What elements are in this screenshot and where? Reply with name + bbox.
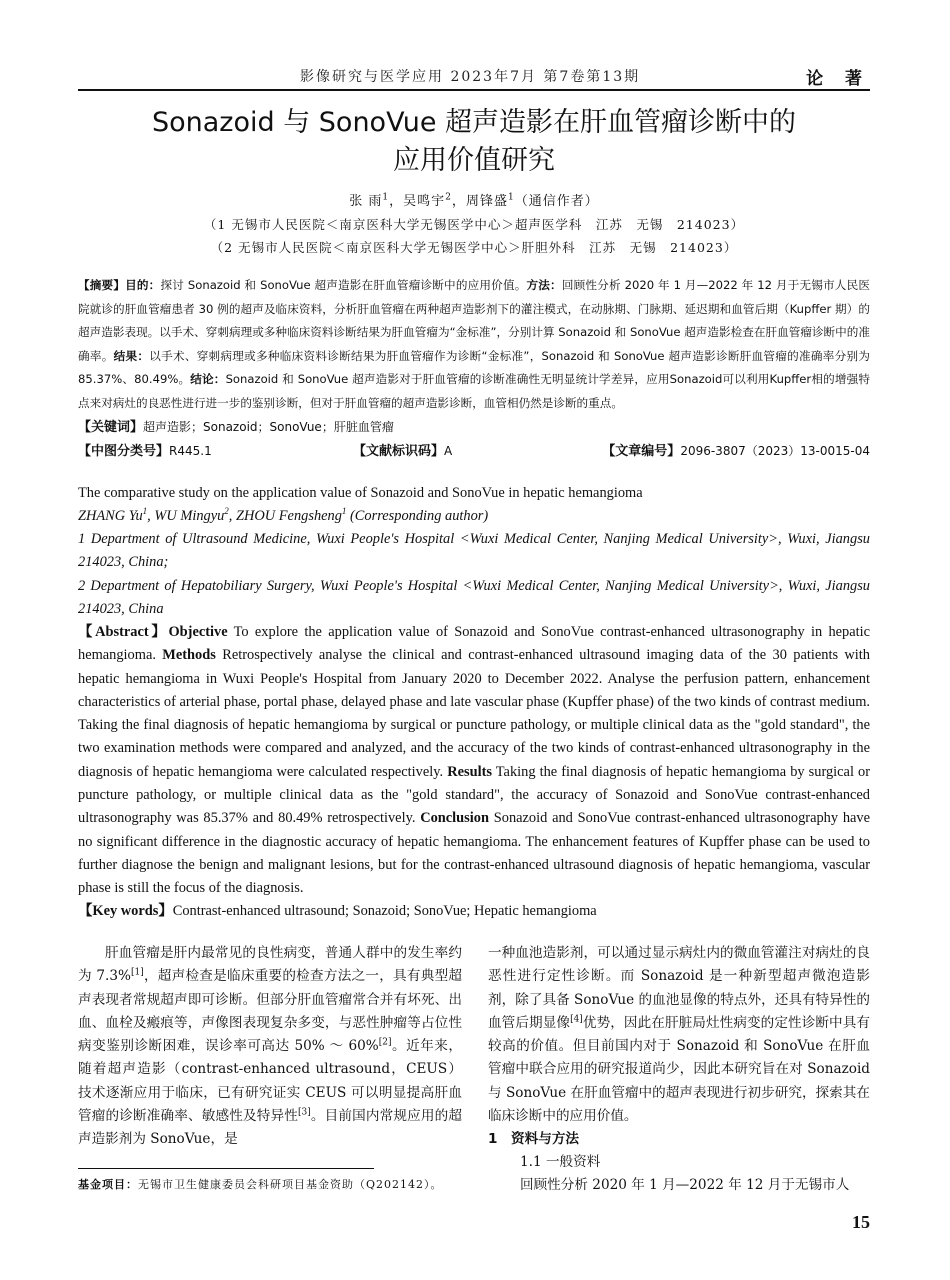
english-affiliations [78, 528, 870, 621]
keywords-label: 【关键词】 [78, 420, 144, 435]
author-2: 吴鸣宇 [403, 194, 446, 209]
results-label: 结果： [113, 348, 150, 363]
article-number [602, 440, 870, 459]
title-line-1: Sonazoid 与 SonoVue 超声造影在肝血管瘤诊断中的 [151, 107, 797, 138]
en-corresponding-note: (Corresponding author) [346, 508, 489, 524]
clc-number [78, 440, 212, 459]
classification-row [78, 440, 870, 460]
objective-label: 目的： [125, 278, 161, 292]
en-keywords-text: Contrast-enhanced ultrasound; Sonazoid; SonoVue; Hepatic hemangioma [172, 903, 597, 919]
english-keywords [78, 900, 870, 923]
objective-text: 探讨 Sonazoid 和 SonoVue 超声造影在肝血管瘤诊断中的应用价值。 [160, 278, 527, 292]
en-results-label: Results [447, 763, 492, 780]
body-text: ，超声检查是临床重要的检查方法之一，具有典型超声表现者常规超声即可诊断。但部分肝血管瘤常合并有坏死、出血、血栓及瘢痕等，声像图表现复杂多变，与恶性肿瘤等占位性病变鉴别诊断困难，误诊率可高达 50% ～ 60% [78, 968, 463, 1055]
methods-label: 方法： [526, 278, 562, 292]
en-conclusion-text: Sonazoid and SonoVue contrast-enhanced ultrasonography have no significant difference in the diagnostic accuracy of hepatic hemangioma. The enhancement features of Kupffer phase can be used to further diagnose the benign and malignant lesions, but for the contrast-enhanced ultrasound diagnosis of hepatic hemangioma, vascular phase is still the focus of the diagnosis. [78, 810, 870, 897]
funding-label: 基金项目： [78, 1178, 138, 1191]
results-text: 以手术、穿刺病理或多种临床资料诊断结果为肝血管瘤作为诊断“金标准”，Sonazoid 和 SonoVue 超声造影诊断肝血管瘤的准确率分别为 85.37%、80.49%。 [78, 348, 870, 387]
doc-label: 【文献标识码】 [353, 444, 445, 459]
article-title [78, 104, 870, 180]
methods-text: 回顾性分析 2020 年 1 月—2022 年 12 月于无锡市人民医院就诊的肝血管瘤患者 30 例的超声及临床资料，分析肝血管瘤在两种超声造影剂下的灌注模式，在动脉期、门脉期、延迟期和血管后期（Kupffer 期）的超声造影表现。以手术、穿刺病理或多种临床资料诊断结果为肝血管瘤为“金标准”，分别计算 Sonazoid 和 SonoVue 超声造影检查在肝血管瘤诊断中的准确率。 [78, 278, 870, 363]
corresponding-note: （通信作者） [514, 194, 599, 209]
en-author-2-sup: 2 [224, 506, 229, 517]
affiliation-2: （2 无锡市人民医院＜南京医科大学无锡医学中心＞肝胆外科 江苏 无锡 214023） [210, 240, 738, 255]
subsection-heading: 1.1 一般资料 [520, 1154, 601, 1170]
en-conclusion-label: Conclusion [420, 810, 489, 827]
en-author-1: ZHANG Yu [78, 508, 143, 524]
author-3-sup: 1 [507, 192, 515, 203]
en-author-1-sup: 1 [142, 506, 148, 517]
english-authors [78, 505, 870, 528]
affiliation-1: （1 无锡市人民医院＜南京医科大学无锡医学中心＞超声医学科 江苏 无锡 214023） [203, 217, 745, 232]
author-1-sup: 1 [382, 192, 390, 203]
footnote-rule [78, 1168, 374, 1169]
section-heading: 1 资料与方法 [488, 1131, 580, 1147]
art-label: 【文章编号】 [602, 444, 681, 459]
author-sep: ， [389, 194, 404, 209]
art-value: 2096-3807（2023）13-0015-04 [680, 444, 870, 458]
body-left-column [78, 942, 462, 1152]
body-text: 。近年来，随着超声造影（contrast-enhanced ultrasound，CEUS）技术逐渐应用于临床，已有研究证实 CEUS 可以明显提高肝血管瘤的诊断准确率、敏感性及特异性 [78, 1038, 463, 1125]
en-author-3-sup: 1 [341, 506, 347, 517]
clc-label: 【中图分类号】 [78, 444, 170, 459]
header-rule [78, 89, 870, 91]
en-keywords-label: 【Key words】 [78, 903, 173, 919]
conclusion-text: Sonazoid 和 SonoVue 超声造影对于肝血管瘤的诊断准确性无明显统计学差异，应用Sonazoid可以利用Kupffer相的增强特点来对病灶的良恶性进行进一步的鉴别诊断，但对于肝血管瘤的超声造影诊断，血管相仍然是诊断的重点。 [78, 372, 870, 410]
subsection-text: 回顾性分析 2020 年 1 月—2022 年 12 月于无锡市人 [520, 1177, 850, 1193]
conclusion-label: 结论： [190, 372, 226, 387]
funding-text: 无锡市卫生健康委员会科研项目基金资助（Q202142）。 [138, 1178, 443, 1191]
title-line-2: 应用价值研究 [393, 145, 555, 176]
author-1: 张 雨 [349, 194, 383, 209]
page-number: 15 [852, 1212, 870, 1232]
english-title: The comparative study on the application value of Sonazoid and SonoVue in hepatic hemangioma [78, 485, 643, 501]
authors [78, 190, 870, 209]
en-affiliation-2: 2 Department of Hepatobiliary Surgery, Wuxi People's Hospital <Wuxi Medical Center, Nanjing Medical University>, Wuxi, Jiangsu 214023, China [78, 577, 870, 617]
en-author-2: , WU Mingyu [147, 508, 225, 524]
citation-ref[interactable]: [3] [298, 1107, 311, 1118]
en-methods-text: Retrospectively analyse the clinical and contrast-enhanced ultrasound imaging data of the 30 patients with hepatic hemangioma in Wuxi People's Hospital from January 2020 to December 2022. Analyse the perfusion pattern, enhancement characteristics of arterial phase, portal phase, delayed phase and late vascular phase (Kupffer phase) of the two kinds of contrast medium. Taking the final diagnosis of hepatic hemangioma by surgical or puncture pathology, or multiple clinical data as the "gold standard", the two examination methods were compared and analyzed, and the accuracy of the two kinds of contrast-enhanced ultrasonography in the diagnosis of hepatic hemangioma were calculated respectively. [78, 647, 870, 780]
funding-footnote [78, 1176, 443, 1192]
body-right-column [488, 942, 870, 1128]
en-results-text: Taking the final diagnosis of hepatic hemangioma by surgical or puncture pathology, or multiple clinical data as the "gold standard", the accuracy of Sonazoid and SonoVue contrast-enhanced ultrasonography was 85.37% and 80.49% retrospectively. [78, 763, 871, 827]
document-code [353, 440, 452, 459]
citation-ref[interactable]: [4] [570, 1014, 583, 1025]
chinese-keywords [78, 416, 870, 435]
author-3: 周锋盛 [465, 194, 508, 209]
citation-ref[interactable]: [1] [130, 967, 144, 978]
author-sep: ， [451, 194, 466, 209]
body-text: 肝血管瘤是肝内最常见的良性病变，普通人群中的发生率约为 7.3% [78, 945, 462, 985]
en-author-3: , ZHOU Fengsheng [228, 508, 342, 524]
section-label: 论 著 [806, 69, 870, 89]
abstract-label: 【摘要】 [78, 278, 126, 292]
doc-value: A [444, 444, 453, 458]
keywords-text: 超声造影；Sonazoid；SonoVue；肝脏血管瘤 [143, 420, 394, 434]
author-2-sup: 2 [445, 192, 452, 203]
body-text: 。目前国内常规应用的超声造影剂为 SonoVue，是 [78, 1108, 462, 1148]
en-objective-label: Objective [168, 624, 228, 640]
body-text: 优势，因此在肝脏局灶性病变的定性诊断中具有较高的价值。但目前国内对于 Sonazoid 和 SonoVue 在肝血管瘤中联合应用的研究报道尚少，因此本研究旨在对 Sonazoid 与 SonoVue 在肝血管瘤中的超声表现进行初步研究，探索其在临床诊断中的应用价值。 [488, 1014, 871, 1125]
clc-value: R445.1 [169, 444, 212, 458]
en-objective-text: To explore the application value of Sonazoid and SonoVue contrast-enhanced ultrasonography in hepatic hemangioma. [78, 624, 871, 664]
english-abstract [78, 621, 870, 901]
body-text: 一种血池造影剂，可以通过显示病灶内的微血管灌注对病灶的良恶性进行定性诊断。而 Sonazoid 是一种新型超声微泡造影剂，除了具备 SonoVue 的血池显像的特点外，还具有特异性的血管后期显像 [488, 945, 870, 1031]
en-affiliation-1: 1 Department of Ultrasound Medicine, Wuxi People's Hospital <Wuxi Medical Center, Nanjing Medical University>, Wuxi, Jiangsu 214023, China; [78, 531, 870, 571]
en-methods-label: Methods [162, 647, 216, 664]
chinese-abstract [78, 274, 870, 416]
citation-ref[interactable]: [2] [378, 1037, 392, 1048]
running-head: 影像研究与医学应用 2023年7月 第7卷第13期 [300, 69, 641, 85]
en-abstract-label: 【Abstract】 [78, 624, 169, 640]
